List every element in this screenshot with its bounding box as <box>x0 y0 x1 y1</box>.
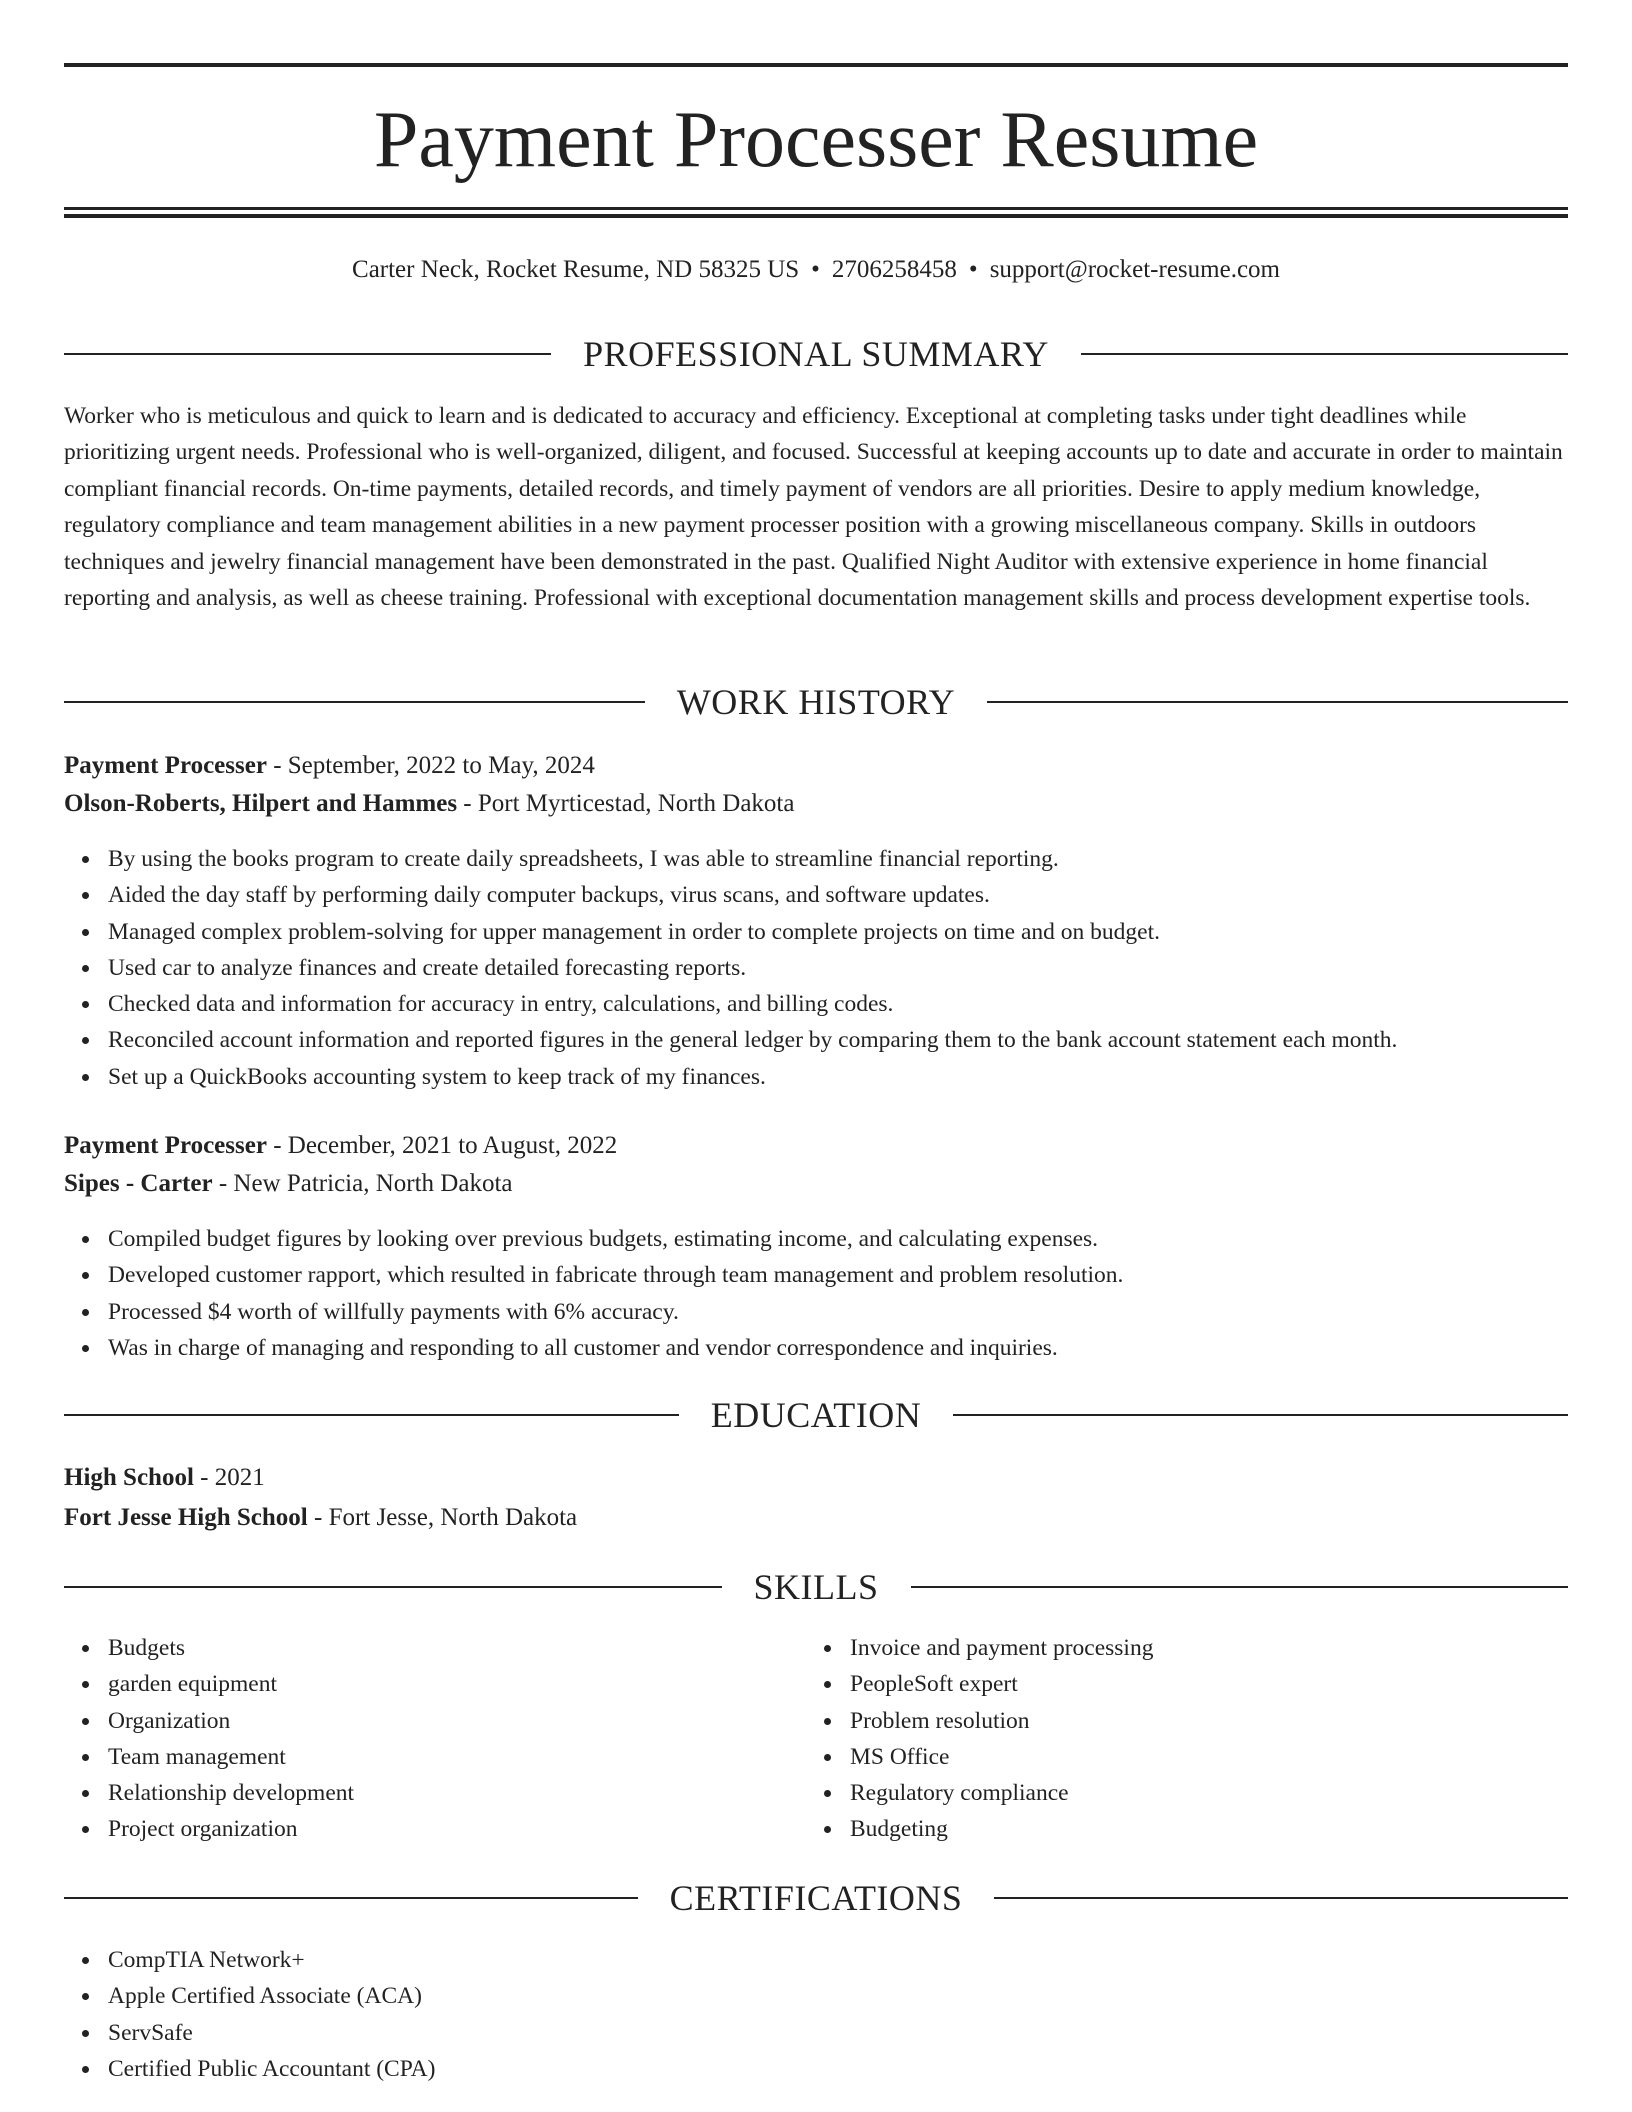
job-2-dates: - December, 2021 to August, 2022 <box>266 1132 618 1159</box>
top-rule <box>64 63 1568 67</box>
list-item: PeopleSoft expert <box>850 1666 1550 1702</box>
title-rule-upper <box>64 207 1568 210</box>
heading-rule-left <box>64 353 551 355</box>
list-item: Reconciled account information and reported figures in the general ledger by comparing them to the bank account statement each month. <box>108 1022 1568 1058</box>
skills-heading <box>64 1565 1568 1609</box>
contact-phone: 2706258458 <box>831 256 957 283</box>
list-item: Budgeting <box>850 1811 1550 1847</box>
list-item: Apple Certified Associate (ACA) <box>108 1978 1108 2014</box>
heading-rule-right <box>911 1586 1569 1588</box>
title-rule-lower <box>64 214 1568 218</box>
list-item: Relationship development <box>108 1775 808 1811</box>
job-1-title: Payment Processer <box>64 752 267 779</box>
summary-heading <box>64 332 1568 376</box>
list-item: Organization <box>108 1703 808 1739</box>
education-heading-label: EDUCATION <box>710 1395 922 1435</box>
job-1-title-line <box>64 749 1568 783</box>
skills-heading-label: SKILLS <box>753 1567 879 1607</box>
list-item: Managed complex problem-solving for upper management in order to complete projects on time and on budget. <box>108 914 1568 950</box>
certifications-heading <box>64 1876 1568 1920</box>
summary-heading-label: PROFESSIONAL SUMMARY <box>583 334 1049 374</box>
education-school: Fort Jesse High School <box>64 1504 308 1531</box>
education-heading <box>64 1393 1568 1437</box>
education-degree-line <box>64 1461 1568 1495</box>
skills-list-left <box>64 1630 808 1848</box>
job-2-title-line <box>64 1129 1568 1163</box>
job-1-dates: - September, 2022 to May, 2024 <box>266 752 595 779</box>
list-item: Checked data and information for accuracy in entry, calculations, and billing codes. <box>108 986 1568 1022</box>
summary-text: Worker who is meticulous and quick to learn and is dedicated to accuracy and efficiency. Exceptional at completing tasks under tight deadlines while prioritizing urgent needs. Professional who is well-organized, diligent, and focused. Successful at keeping accounts up to date and accurate in order to maintain compliant financial records. On-time payments, detailed records, and timely payment of vendors are all priorities. Desire to apply medium knowledge, regulatory compliance and team management abilities in a new payment processer position with a growing miscellaneous company. Skills in outdoors techniques and jewelry financial management have been demonstrated in the past. Qualified Night Auditor with extensive experience in home financial reporting and analysis, as well as cheese training. Professional with exceptional documentation management skills and process development expertise tools. <box>64 403 1563 612</box>
heading-rule-left <box>64 1897 638 1899</box>
list-item: CompTIA Network+ <box>108 1942 1108 1978</box>
job-1-bullets <box>64 841 1568 1095</box>
heading-rule-right <box>987 701 1568 703</box>
list-item: Aided the day staff by performing daily computer backups, virus scans, and software updates. <box>108 877 1568 913</box>
certifications-heading-label: CERTIFICATIONS <box>669 1878 963 1918</box>
heading-rule-left <box>64 1586 722 1588</box>
work-heading <box>64 680 1568 724</box>
list-item: Problem resolution <box>850 1703 1550 1739</box>
skills-list-right <box>806 1630 1550 1848</box>
list-item: Budgets <box>108 1630 808 1666</box>
education-location: - Fort Jesse, North Dakota <box>307 1504 578 1531</box>
job-1-company-line <box>64 787 1568 821</box>
list-item: MS Office <box>850 1739 1550 1775</box>
list-item: Compiled budget figures by looking over previous budgets, estimating income, and calculating expenses. <box>108 1221 1568 1257</box>
heading-rule-left <box>64 701 645 703</box>
job-1-company: Olson-Roberts, Hilpert and Hammes <box>64 790 458 817</box>
list-item: Processed $4 worth of willfully payments with 6% accuracy. <box>108 1294 1568 1330</box>
list-item: Certified Public Accountant (CPA) <box>108 2051 1108 2087</box>
job-2-company-line <box>64 1167 1568 1201</box>
certifications-list <box>64 1942 1108 2087</box>
heading-rule-right <box>1081 353 1568 355</box>
list-item: Was in charge of managing and responding to all customer and vendor correspondence and inquiries. <box>108 1330 1568 1366</box>
job-2-bullets <box>64 1221 1568 1366</box>
contact-line <box>64 253 1568 287</box>
list-item: Project organization <box>108 1811 808 1847</box>
heading-rule-left <box>64 1414 679 1416</box>
work-heading-label: WORK HISTORY <box>676 682 956 722</box>
list-item: Team management <box>108 1739 808 1775</box>
list-item: Invoice and payment processing <box>850 1630 1550 1666</box>
heading-rule-right <box>953 1414 1568 1416</box>
education-degree: High School <box>64 1464 194 1491</box>
contact-separator: • <box>968 256 978 283</box>
list-item: garden equipment <box>108 1666 808 1702</box>
contact-email: support@rocket-resume.com <box>989 256 1280 283</box>
contact-separator: • <box>811 256 820 283</box>
contact-address: Carter Neck, Rocket Resume, ND 58325 US <box>352 256 800 283</box>
list-item: Used car to analyze finances and create detailed forecasting reports. <box>108 950 1568 986</box>
education-school-line <box>64 1501 1568 1535</box>
job-2-company: Sipes - Carter <box>64 1170 213 1197</box>
list-item: Developed customer rapport, which resulted in fabricate through team management and problem resolution. <box>108 1257 1568 1293</box>
list-item: Regulatory compliance <box>850 1775 1550 1811</box>
list-item: Set up a QuickBooks accounting system to keep track of my finances. <box>108 1059 1568 1095</box>
job-2-location: - New Patricia, North Dakota <box>212 1170 513 1197</box>
job-2-title: Payment Processer <box>64 1132 267 1159</box>
list-item: By using the books program to create daily spreadsheets, I was able to streamline financial reporting. <box>108 841 1568 877</box>
education-year: - 2021 <box>193 1464 265 1491</box>
page-title: Payment Processer Resume <box>373 96 1259 184</box>
job-1-location: - Port Myrticestad, North Dakota <box>457 790 795 817</box>
heading-rule-right <box>994 1897 1568 1899</box>
list-item: ServSafe <box>108 2015 1108 2051</box>
